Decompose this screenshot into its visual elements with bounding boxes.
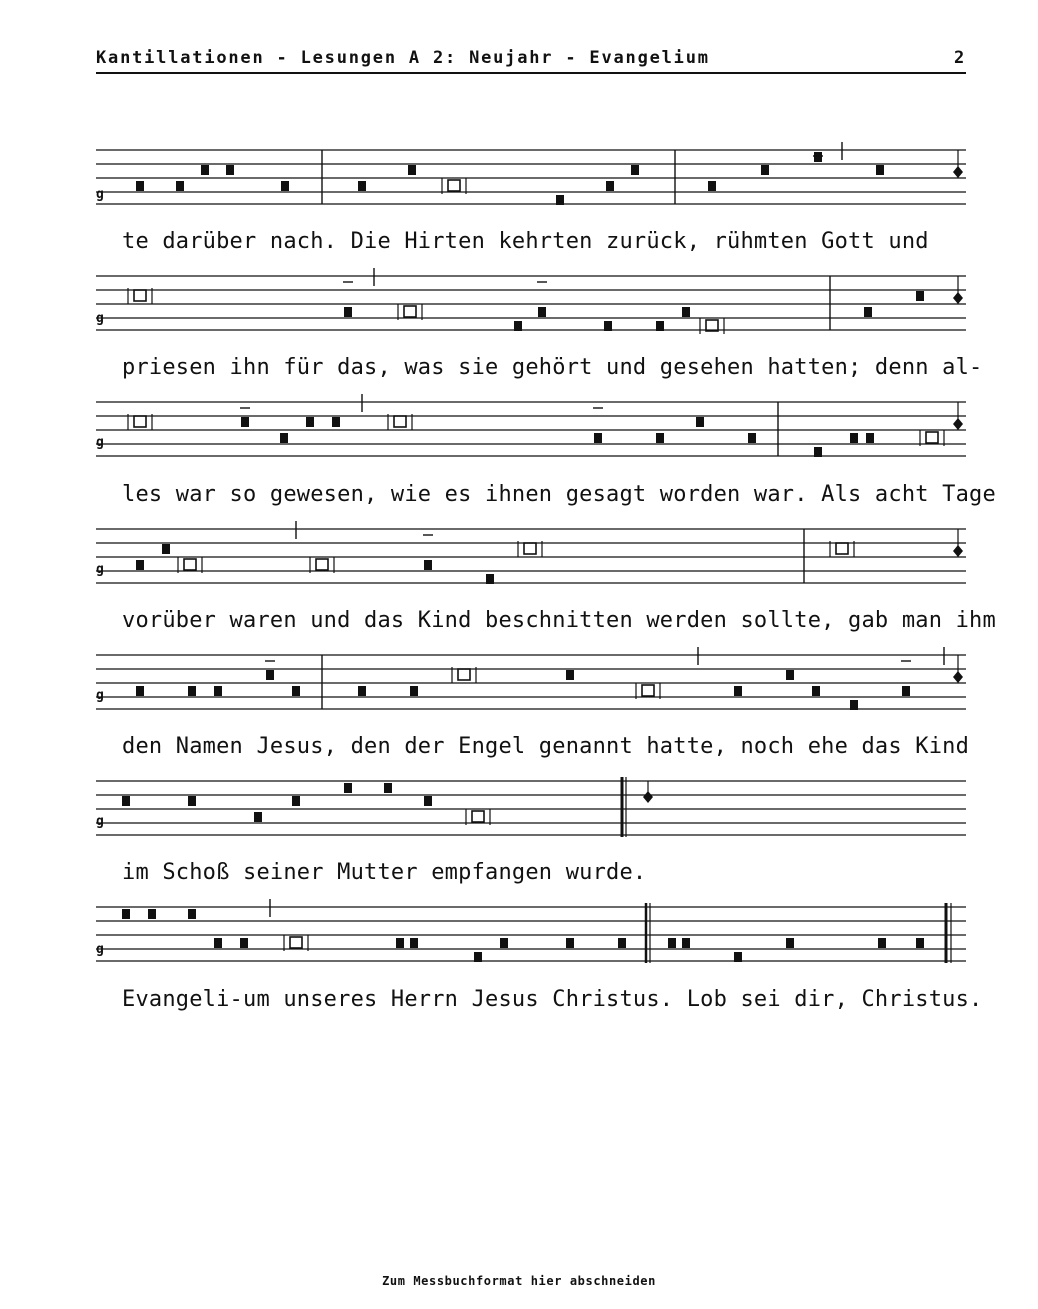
svg-text:g: g [96, 435, 104, 450]
svg-text:g: g [96, 942, 104, 957]
music-staff-7 [90, 897, 970, 969]
lyric-line-2: priesen ihn für das, was sie gehört und gesehen hatten; denn al- [122, 355, 983, 380]
svg-text:g: g [96, 187, 104, 202]
music-staff-4 [90, 519, 970, 591]
svg-text:g: g [96, 814, 104, 829]
svg-text:g: g [96, 311, 104, 326]
lyric-line-3: les war so gewesen, wie es ihnen gesagt worden war. Als acht Tage [122, 482, 996, 507]
music-staff-1 [90, 140, 970, 212]
lyric-line-5: den Namen Jesus, den der Engel genannt hatte, noch ehe das Kind [122, 734, 970, 759]
lyric-line-1: te darüber nach. Die Hirten kehrten zurück, rühmten Gott und [122, 229, 929, 254]
page-title: Kantillationen - Lesungen A 2: Neujahr - Evangelium [96, 48, 710, 68]
svg-text:g: g [96, 562, 104, 577]
music-staff-5 [90, 645, 970, 717]
music-staff-6 [90, 771, 970, 843]
lyric-line-4: vorüber waren und das Kind beschnitten werden sollte, gab man ihm [122, 608, 996, 633]
svg-text:g: g [96, 688, 104, 703]
lyric-line-6: im Schoß seiner Mutter empfangen wurde. [122, 860, 647, 885]
lyric-line-7: Evangeli-um unseres Herrn Jesus Christus. Lob sei dir, Christus. [122, 987, 983, 1012]
page-number: 2 [954, 48, 965, 68]
music-staff-2 [90, 266, 970, 338]
music-staff-3 [90, 392, 970, 464]
header-rule [96, 72, 966, 74]
cut-line-note: Zum Messbuchformat hier abschneiden [382, 1274, 656, 1288]
